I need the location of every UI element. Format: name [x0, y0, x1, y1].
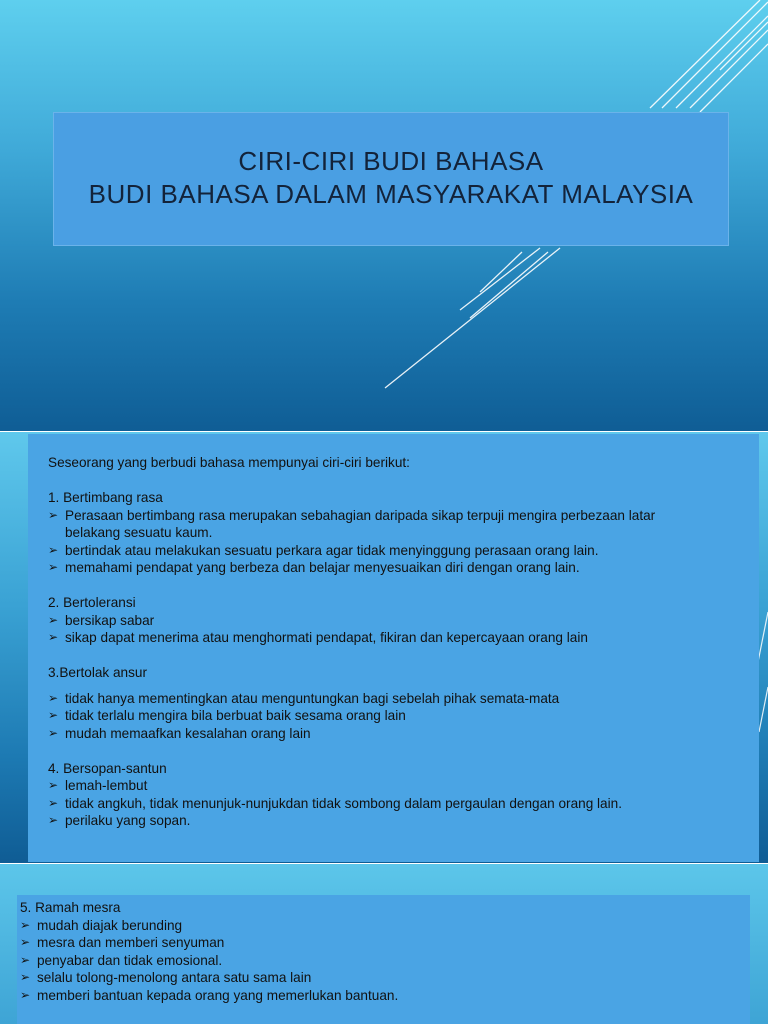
list-item: ➢ tidak terlalu mengira bila berbuat baik sesama orang lain — [48, 708, 406, 723]
list-item: ➢ perilaku yang sopan. — [48, 813, 191, 828]
section-heading: 1. Bertimbang rasa — [48, 490, 163, 505]
list-item: ➢ mesra dan memberi senyuman — [20, 935, 225, 950]
list-item: ➢ memberi bantuan kepada orang yang memerlukan bantuan. — [20, 987, 399, 1003]
title-slide — [0, 0, 768, 432]
arrow-bullet-icon: ➢ — [48, 630, 59, 644]
list-item: ➢ penyabar dan tidak emosional. — [20, 952, 223, 968]
list-item: ➢ mudah memaafkan kesalahan orang lain — [48, 725, 311, 741]
arrow-bullet-icon: ➢ — [48, 542, 59, 557]
section-heading: 5. Ramah mesra — [20, 900, 121, 915]
content-slide — [0, 432, 768, 864]
list-item: ➢ mudah diajak berunding — [20, 917, 183, 933]
list-item: ➢ bertindak atau melakukan sesuatu perkara agar tidak menyinggung perasaan orang lain. — [48, 542, 599, 558]
arrow-bullet-icon: ➢ — [48, 778, 59, 792]
content-box — [28, 434, 759, 862]
list-item: ➢ Perasaan bertimbang rasa merupakan sebahagian daripada sikap terpuji mengira perbezaan latar belakang sesuatu kaum. — [48, 507, 656, 540]
arrow-bullet-icon: ➢ — [20, 935, 31, 949]
list-item: ➢ tidak angkuh, tidak menunjuk-nunjukdan tidak sombong dalam pergaulan dengan orang lain. — [48, 795, 622, 811]
arrow-bullet-icon: ➢ — [48, 813, 59, 827]
list-item: ➢ memahami pendapat yang berbeza dan belajar menyesuaikan diri dengan orang lain. — [48, 560, 580, 575]
content-box — [17, 895, 750, 1024]
list-item: ➢ tidak hanya mementingkan atau menguntungkan bagi sebelah pihak semata-mata — [48, 690, 560, 706]
arrow-bullet-icon: ➢ — [20, 917, 31, 932]
arrow-bullet-icon: ➢ — [48, 795, 59, 810]
list-item: ➢ bersikap sabar — [48, 612, 155, 628]
content-slide-2 — [0, 864, 768, 1024]
arrow-bullet-icon: ➢ — [48, 690, 59, 705]
section-heading: 2. Bertoleransi — [48, 595, 136, 610]
title-line-2: BUDI BAHASA DALAM MASYARAKAT MALAYSIA — [88, 179, 694, 209]
list-item: ➢ lemah-lembut — [48, 778, 148, 793]
section-heading: 4. Bersopan-santun — [48, 760, 167, 776]
arrow-bullet-icon: ➢ — [48, 560, 59, 574]
arrow-bullet-icon: ➢ — [48, 725, 59, 740]
section-heading: 3.Bertolak ansur — [48, 665, 147, 680]
title-box — [53, 112, 729, 246]
arrow-bullet-icon: ➢ — [48, 612, 59, 627]
arrow-bullet-icon: ➢ — [20, 952, 31, 967]
title-line-1: CIRI-CIRI BUDI BAHASA — [238, 146, 544, 176]
intro-text: Seseorang yang berbudi bahasa mempunyai ciri-ciri berikut: — [48, 455, 410, 470]
arrow-bullet-icon: ➢ — [48, 708, 59, 722]
arrow-bullet-icon: ➢ — [20, 987, 31, 1002]
list-item: ➢ selalu tolong-menolong antara satu sama lain — [20, 970, 312, 985]
arrow-bullet-icon: ➢ — [20, 970, 31, 984]
arrow-bullet-icon: ➢ — [48, 507, 59, 522]
list-item: ➢ sikap dapat menerima atau menghormati pendapat, fikiran dan kepercayaan orang lain — [48, 630, 588, 645]
